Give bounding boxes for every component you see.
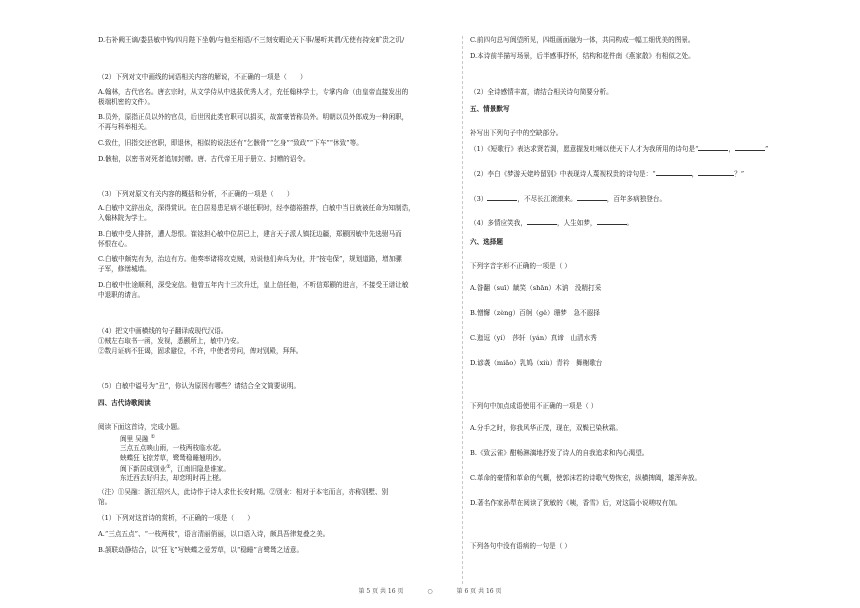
fill-2-sep: ， bbox=[691, 170, 699, 178]
q3-option-c-line2: 子军，修缮城墙。 bbox=[98, 265, 151, 273]
fill-4-blank-1[interactable] bbox=[527, 224, 557, 225]
fill-2-blank-1[interactable] bbox=[656, 175, 692, 176]
fill-1-blank-2[interactable] bbox=[735, 150, 765, 151]
section-6-heading: 六、选择题 bbox=[470, 238, 503, 246]
fill-1-text: （1）《短歌行》表达求贤若渴，愿意握发吐哺以使天下人才为我所用的诗句是“ bbox=[470, 145, 699, 153]
choice-1-stem: 下列字音字形不正确的一项是（ ） bbox=[470, 262, 572, 270]
q2-stem: （2）下列对文中画线的词语相关内容的解说，不正确的一项是（ ） bbox=[98, 73, 307, 81]
poem-q1-option-c: C.前四句总写阆望所见，四组画面融为一体，共同构成一幅工细优美的图景。 bbox=[470, 36, 695, 44]
poem-line-3-b: ，江南旧隐是谁家。 bbox=[170, 465, 230, 474]
fill-2 bbox=[470, 170, 744, 179]
q3-option-b-line2: 怀恨在心。 bbox=[98, 240, 131, 248]
column-divider bbox=[462, 36, 463, 584]
q3-option-b-line1: B.白敏中受人排挤，遭人怨恨。崔铉担心敏中位居已上，建言天子派人镇抚边疆，郑颢因敏中先选驸马而 bbox=[98, 230, 402, 238]
q5-stem: （5）白敏中谥号为“丑”，你认为原因有哪些？请结合全文简要说明。 bbox=[98, 382, 301, 390]
q4-sentence-2: ②数月证病不狂谒，固求避位，不许，中使者劳问，俾对别殿，拜拜。 bbox=[98, 347, 303, 355]
page-number-left: 第 5 页 共 16 页 bbox=[358, 588, 404, 595]
q4-sentence-1: ①贼左右取书一函，发视，悉颢所上，敏中乃安。 bbox=[98, 337, 244, 345]
fill-3-num: （3） bbox=[470, 195, 488, 203]
fill-4-end: 。 bbox=[626, 219, 634, 227]
choice-1-option-b: B.憎懈（zèng）百舸（gě）珊梦 急不遐择 bbox=[470, 309, 600, 317]
poem-line-3 bbox=[98, 464, 230, 474]
poem-q1-stem: （1）下列对这首诗的赏析，不正确的一项是（ ） bbox=[98, 514, 254, 522]
fill-3-blank-2[interactable] bbox=[577, 200, 607, 201]
q1-option-d: D.右补阙王谪/娄县敏中钩/四月陛下坐朝/与他至相语/不三刻安暇论天下事/屡听其谓/无使有持宠旷贵之讥/ bbox=[98, 36, 405, 44]
poem-q1-option-d: D.本诗前半描写场景，后半感事抒怀，结构和花件南《燕家散》有相似之处。 bbox=[470, 52, 695, 60]
fill-1-blank-1[interactable] bbox=[698, 150, 728, 151]
poem-line-4: 东迁西去好归去，却恋明时再上槎。 bbox=[120, 474, 226, 482]
page-footer bbox=[0, 588, 860, 596]
q3-option-a-line1: A.白敏中文辞出众，深得赏识。在白居易患足病不堪任职时，经李德裕推荐，白敏中当日就被任命为知制诰， bbox=[98, 204, 415, 212]
fill-1-end: ” bbox=[765, 145, 769, 153]
fill-1 bbox=[470, 145, 768, 154]
fill-3-end: ，百年多病独登台。 bbox=[606, 195, 667, 203]
choice-2-option-a: A.分手之时，你我风华正茂，现在，双鬓已染秋霜。 bbox=[470, 424, 622, 432]
choice-2-option-c: C.革命的豪情和革命的气概，使郭沫若的诗歌气势恢宏，纵横捭阖，雄浑奔放。 bbox=[470, 474, 702, 482]
poem-line-1: 三点五点映山雨，一枝两枝临水花。 bbox=[120, 444, 226, 452]
q3-option-c-line1: C.白敏中颇宪有为，治边有方。他奏率诸将攻克贼，劝说他们奔兵为业，并“按屯保”，规划道路，增加骡 bbox=[98, 255, 402, 263]
fill-4 bbox=[470, 219, 633, 228]
poem-note-mark-1: ① bbox=[150, 434, 156, 440]
fill-4-mid: ，人生如梦， bbox=[556, 219, 597, 227]
choice-1-option-a: A.昝翻（suī）龇笑（shān）木讷 没精打采 bbox=[470, 284, 602, 292]
fill-4-text: （4）多情应笑我， bbox=[470, 219, 527, 227]
binding-circle: ○ bbox=[427, 588, 433, 595]
q3-stem: （3）下列对原文有关内容的概括和分析，不正确的一项是（ ） bbox=[98, 190, 294, 198]
fill-2-end: ？” bbox=[734, 170, 745, 178]
poem-line-3-a: 阆下新居成别业 bbox=[120, 465, 167, 474]
choice-3-stem: 下列各句中没有语病的一句是（ ） bbox=[470, 542, 572, 550]
poem-line-2: 蛱蝶狂飞掠芳草，鹭鸶稳睡翘明沙。 bbox=[120, 454, 226, 462]
fill-4-blank-2[interactable] bbox=[597, 224, 627, 225]
q2-option-a-line2: 极端机密的文件）。 bbox=[98, 98, 155, 106]
fill-1-sep: ， bbox=[728, 145, 736, 153]
q3-option-d-line1: D.白敏中仕途顺利，深受宠信。他曾五年内十三次升迁，皇上信任他，不听信郑颢的进言，不接受王谱让敏 bbox=[98, 281, 409, 289]
fill-3 bbox=[470, 195, 666, 204]
choice-1-option-c: C.迤逗（yí） 莎轩（yán）真谛 山清水秀 bbox=[470, 334, 597, 342]
choice-2-option-b: B.《致云雀》酣畅淋漓地抒发了诗人的自我追求和内心渴望。 bbox=[470, 449, 649, 457]
choice-2-stem: 下列句中加点成语使用不正确的一项是（ ） bbox=[470, 402, 598, 410]
fill-3-blank-1[interactable] bbox=[487, 200, 517, 201]
fill-2-blank-2[interactable] bbox=[698, 175, 734, 176]
q3-option-a-line2: 入翰林院为学士。 bbox=[98, 214, 151, 222]
poem-title bbox=[98, 434, 155, 444]
q4-stem: （4）把文中画横线的句子翻译成现代汉语。 bbox=[98, 327, 228, 335]
poem-note-line1: （注）①吴融：浙江绍兴人，此诗作于诗人求仕长安时期。②别业：相对于本宅而言，亦称别墅、别 bbox=[98, 488, 389, 496]
fill-2-text: （2）李白《梦游天姥吟留别》中表现诗人蔑视权贵的诗句是：“ bbox=[470, 170, 656, 178]
choice-2-option-d: D.著名作家孙犁在阅读了犹敏的《咦，香雪》后，对这篇小说嗟叹有加。 bbox=[470, 499, 682, 507]
fill-intro: 补写出下列句子中的空缺部分。 bbox=[470, 129, 563, 137]
q2-option-c: C.致仕，旧指交还官职，即退休，相似的说法还有“乞骸骨”“乞身”“致政”“下车”“休致”等。 bbox=[98, 139, 363, 147]
poem-note-mark-2: ② bbox=[166, 464, 171, 470]
q2-option-a-line1: A.翰林，古代官名。唐玄宗时，从文学侍从中选拔优秀人才，充任翰林学士，专掌内命（由皇帝直接发出的 bbox=[98, 88, 409, 96]
fill-3-mid: ，不尽长江滚滚来。 bbox=[517, 195, 577, 203]
poem-q1-option-b: B.颔联动静结合，以“狂飞”写蛱蝶之爱芳草，以“稳睡”言鹭鸶之适意。 bbox=[98, 546, 304, 554]
q2-option-b-line1: B.员外，原指正员以外的官员，后世因此类官职可以捐买，故富豪皆称员外。明朝以员外郎成为一种闲职， bbox=[98, 113, 409, 121]
poem-title-text: 阆里 吴融 bbox=[120, 435, 149, 444]
choice-1-option-d: D.谚袭（miǎo）乳鸠（xiù）青衿 舞榭歌台 bbox=[470, 359, 603, 367]
poem-q2-stem: （2）全诗感情丰富，请结合相关诗句简要分析。 bbox=[470, 88, 613, 96]
q2-option-d: D.骸棺，以密书对死者追加封赠。唐、古代帝王用于册立、封赠的诏令。 bbox=[98, 155, 310, 163]
poem-note-line2: 馆。 bbox=[98, 498, 112, 506]
page-number-right: 第 6 页 共 16 页 bbox=[456, 588, 502, 595]
poem-q1-option-a: A.“三点五点”、“一枝两枝”，语言清丽俏丽，以口语入诗，颇具吾律复叠之美。 bbox=[98, 530, 330, 538]
q2-option-b-line2: 不再与科举相关。 bbox=[98, 123, 151, 131]
q3-option-d-line2: 中退职的请言。 bbox=[98, 291, 145, 299]
section-4-heading: 四、古代诗歌阅读 bbox=[98, 399, 151, 407]
poem-intro: 阅读下面这首诗，完成小题。 bbox=[98, 423, 184, 431]
section-5-heading: 五、情景默写 bbox=[470, 105, 510, 113]
